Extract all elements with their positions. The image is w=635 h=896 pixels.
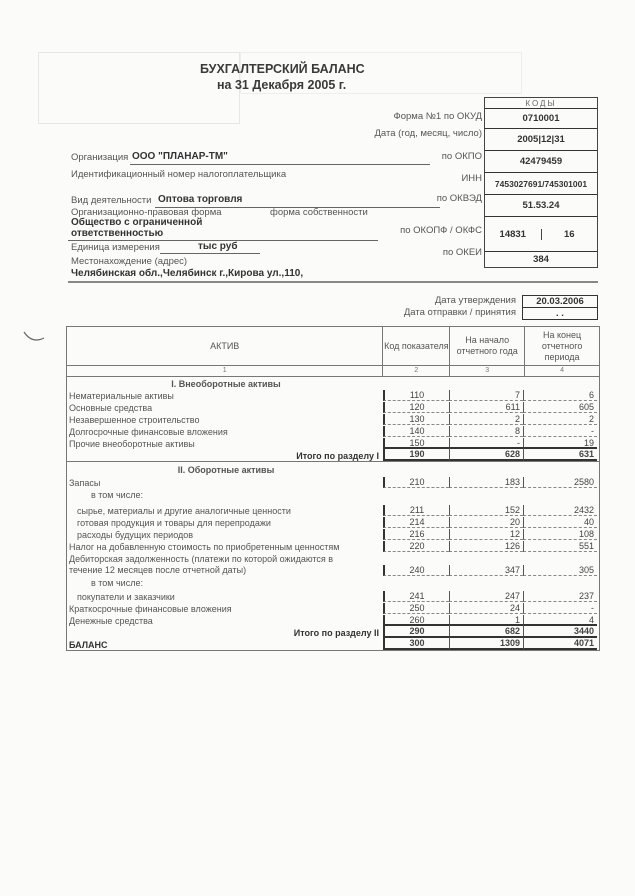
sent-date-label: Дата отправки / принятия [403, 307, 516, 318]
header-code: Код показателя [382, 327, 449, 365]
address-label: Местонахождение (адрес) [71, 256, 188, 267]
row-label: в том числе: [91, 490, 143, 500]
punch-mark-icon [22, 330, 46, 346]
row-code: 241 [383, 591, 449, 602]
section1-total-row [67, 449, 599, 461]
section1-title: I. Внеоборотные активы [171, 379, 281, 389]
row-end: 2 [523, 414, 597, 425]
row-code: 250 [383, 603, 449, 614]
row-code: 216 [383, 529, 449, 540]
total-code: 290 [383, 624, 449, 638]
document-subtitle: на 31 Декабря 2005 г. [217, 78, 347, 92]
approval-date-value: 20.03.2006 [522, 295, 598, 308]
colnum-1: 1 [222, 367, 227, 374]
row-end: - [523, 603, 597, 614]
okpo-value: 42479459 [485, 150, 597, 172]
table-row [67, 516, 599, 528]
row-start: 2 [449, 414, 523, 425]
total-end: 3440 [523, 624, 597, 638]
row-code: 220 [383, 541, 449, 552]
table-row [67, 389, 599, 401]
date-label: Дата (год, месяц, число) [374, 128, 482, 139]
okei-value: 384 [485, 251, 597, 267]
activity-label: Вид деятельности [71, 195, 152, 206]
row-end: 108 [523, 529, 597, 540]
ownership-label: форма собственности [270, 207, 368, 218]
header-start: На начало отчетного года [449, 327, 524, 365]
row-label: Долгосрочные финансовые вложения [69, 427, 228, 437]
row-code: 211 [383, 505, 449, 516]
codes-header: КОДЫ [525, 98, 557, 108]
row-code: 150 [383, 438, 449, 449]
legal-form-value-1: Общество с ограниченной [71, 217, 203, 228]
balance-label: БАЛАНС [69, 640, 108, 650]
org-label: Организация [71, 152, 129, 163]
row-label: Денежные средства [69, 616, 153, 626]
table-row [67, 401, 599, 413]
row-start: 126 [449, 541, 523, 552]
table-row [67, 413, 599, 425]
okud-label: Форма №1 по ОКУД [393, 111, 482, 122]
org-value: ООО "ПЛАНАР-ТМ" [132, 151, 228, 162]
table-row [67, 528, 599, 540]
row-start: 347 [449, 565, 523, 576]
table-row [67, 540, 599, 552]
row-start: 20 [449, 517, 523, 528]
table-row [67, 552, 599, 576]
row-start: 8 [449, 426, 523, 437]
activity-value: Оптова торговля [158, 194, 243, 205]
row-end: 551 [523, 541, 597, 552]
row-start: 152 [449, 505, 523, 516]
unit-value: тыс руб [198, 241, 238, 252]
row-code: 240 [383, 565, 449, 576]
okved-label: по ОКВЭД [436, 193, 482, 204]
row-start: 611 [449, 402, 523, 413]
row-code: 210 [383, 477, 449, 488]
row-label: Краткосрочные финансовые вложения [69, 604, 232, 614]
balance-row [67, 638, 599, 650]
okopf-okfs-row [485, 216, 597, 251]
row-start: 7 [449, 390, 523, 401]
okved-value: 51.53.24 [485, 194, 597, 216]
balance-table [66, 326, 600, 651]
column-numbers [67, 366, 599, 377]
total-start: 628 [449, 447, 523, 461]
date-value: 2005|12|31 [485, 128, 597, 150]
subheading-row [67, 576, 599, 588]
row-code: 260 [383, 615, 449, 626]
header-end: На конец отчетного периода [524, 327, 599, 365]
row-start: 1 [449, 615, 523, 626]
row-label: Незавершенное строительство [69, 415, 200, 425]
total-label: Итого по разделу I [296, 451, 379, 461]
inn-label: Идентификационный номер налогоплательщика [71, 169, 287, 180]
row-end: 2580 [523, 477, 597, 488]
total-label: Итого по разделу II [293, 628, 379, 638]
row-label: Прочие внеоборотные активы [69, 439, 195, 449]
row-label-line2: течение 12 месяцев после отчетной даты) [69, 565, 247, 575]
balance-end: 4071 [523, 636, 597, 650]
okpo-label: по ОКПО [441, 151, 482, 162]
legal-form-value-2: ответственностью [71, 228, 164, 239]
okei-label: по ОКЕИ [442, 247, 482, 258]
colnum-3: 3 [449, 366, 524, 376]
document-title: БУХГАЛТЕРСКИЙ БАЛАНС [200, 62, 365, 76]
table-row [67, 475, 599, 488]
row-label: Нематериальные активы [69, 391, 174, 401]
row-label: готовая продукция и товары для перепродажи [77, 518, 271, 528]
okopf-value: 14831 [485, 229, 542, 240]
row-label: покупатели и заказчики [77, 592, 175, 602]
row-code: 214 [383, 517, 449, 528]
row-label: Налог на добавленную стоимость по приобретенным ценностям [69, 542, 340, 552]
row-label: Основные средства [69, 403, 153, 413]
table-row [67, 425, 599, 437]
section2-header [67, 461, 599, 475]
row-end: 237 [523, 591, 597, 602]
table-row [67, 602, 599, 614]
okud-value: 0710001 [485, 108, 597, 128]
row-code: 120 [383, 402, 449, 413]
address-value: Челябинская обл.,Челябинск г.,Кирова ул.,110, [71, 268, 304, 279]
row-end: 305 [523, 565, 597, 576]
row-end: 605 [523, 402, 597, 413]
total-end: 631 [523, 447, 597, 461]
row-code: 140 [383, 426, 449, 437]
colnum-2: 2 [382, 366, 449, 376]
row-end: - [523, 426, 597, 437]
inn-code-label: ИНН [461, 173, 482, 184]
row-label: сырье, материалы и другие аналогичные ценности [77, 506, 291, 516]
subheading-row [67, 488, 599, 500]
balance-start: 1309 [449, 636, 523, 650]
row-code: 110 [383, 390, 449, 401]
legal-form-label: Организационно-правовая форма [71, 207, 222, 218]
approval-date-label: Дата утверждения [434, 295, 516, 306]
section2-title: II. Оборотные активы [177, 465, 275, 475]
row-end: 2432 [523, 505, 597, 516]
row-end: 6 [523, 390, 597, 401]
unit-label: Единица измерения [71, 242, 160, 253]
row-label [67, 554, 383, 576]
colnum-4: 4 [524, 366, 599, 376]
row-label: расходы будущих периодов [77, 530, 194, 540]
header-asset: АКТИВ [210, 340, 240, 351]
inn-value: 7453027691/745301001 [485, 172, 597, 194]
table-header [67, 327, 599, 366]
row-start: 183 [449, 477, 523, 488]
table-row [67, 500, 599, 516]
okopf-label: по ОКОПФ / ОКФС [400, 225, 482, 236]
section1-header [67, 377, 599, 389]
row-start: 12 [449, 529, 523, 540]
balance-code: 300 [383, 636, 449, 650]
row-end: 19 [523, 438, 597, 449]
row-code: 130 [383, 414, 449, 425]
codes-box [484, 97, 598, 268]
total-code: 190 [383, 447, 449, 461]
row-label: в том числе: [91, 578, 143, 588]
sent-date-value: . . [522, 307, 598, 320]
row-start: 247 [449, 591, 523, 602]
row-start: 24 [449, 603, 523, 614]
row-start: - [449, 438, 523, 449]
row-end: 40 [523, 517, 597, 528]
total-start: 682 [449, 624, 523, 638]
row-end: 4 [523, 615, 597, 626]
table-row [67, 588, 599, 602]
row-label: Запасы [69, 478, 101, 488]
okfs-value: 16 [563, 228, 575, 240]
row-label-line1: Дебиторская задолженность (платежи по которой ожидаются в [69, 554, 334, 564]
